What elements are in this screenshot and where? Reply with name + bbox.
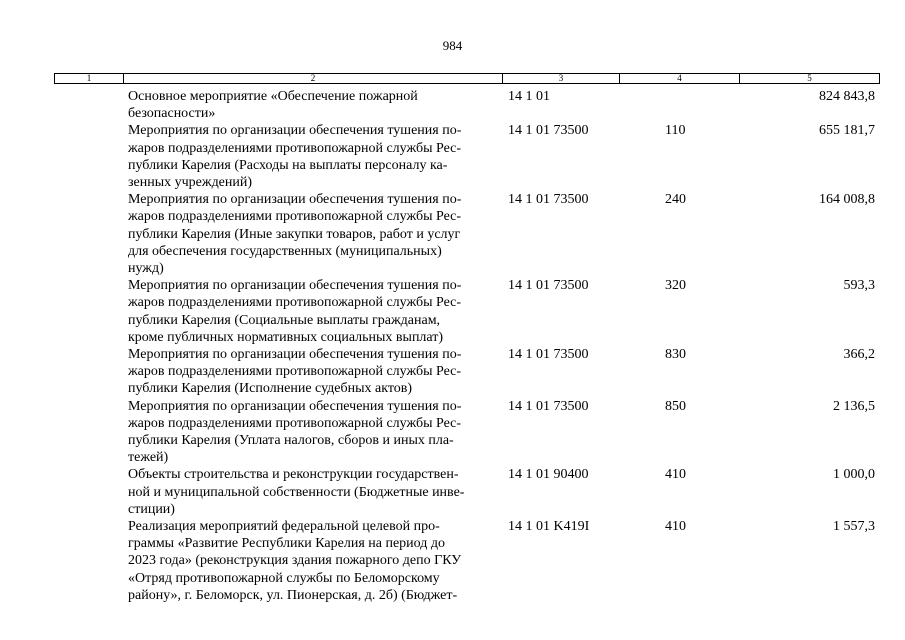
row-amount: 593,3	[843, 278, 875, 294]
row-code: 14 1 01 73500	[508, 192, 589, 208]
table-row	[0, 191, 905, 277]
description-line: зенных учреждений)	[128, 175, 253, 191]
header-col-3: 3	[503, 74, 620, 83]
description-line: безопасности»	[128, 106, 216, 122]
row-expense-type: 410	[665, 519, 686, 535]
row-amount: 1 557,3	[833, 519, 875, 535]
description-line: жаров подразделениями противопожарной службы Рес-	[128, 415, 462, 431]
table-row	[0, 398, 905, 467]
table-row	[0, 88, 905, 122]
row-description	[128, 398, 488, 467]
row-description	[128, 346, 488, 398]
row-amount: 2 136,5	[833, 398, 875, 414]
table-row	[0, 122, 905, 191]
description-line: публики Карелия (Иные закупки товаров, работ и услуг	[128, 226, 461, 242]
row-expense-type: 830	[665, 347, 686, 363]
description-line: публики Карелия (Социальные выплаты гражданам,	[128, 312, 441, 328]
row-amount: 164 008,8	[819, 192, 875, 208]
description-line: Реализация мероприятий федеральной целевой про-	[128, 519, 440, 535]
row-expense-type: 850	[665, 398, 686, 414]
description-line: жаров подразделениями противопожарной службы Рес-	[128, 364, 462, 380]
row-code: 14 1 01 73500	[508, 347, 589, 363]
row-code: 14 1 01	[508, 89, 550, 104]
row-description	[128, 191, 488, 277]
row-expense-type: 320	[665, 278, 686, 294]
row-code: 14 1 01 73500	[508, 123, 589, 139]
description-line: публики Карелия (Уплата налогов, сборов и иных пла-	[128, 433, 454, 449]
table-row	[0, 277, 905, 346]
description-line: Мероприятия по организации обеспечения тушения по-	[128, 278, 462, 294]
row-description	[128, 466, 488, 518]
row-description	[128, 277, 488, 346]
description-line: жаров подразделениями противопожарной службы Рес-	[128, 209, 462, 225]
description-line: жаров подразделениями противопожарной службы Рес-	[128, 140, 462, 156]
description-line: ной и муниципальной собственности (Бюджетные инве-	[128, 484, 465, 500]
description-line: стиции)	[128, 501, 175, 517]
row-amount: 655 181,7	[819, 123, 875, 139]
table-header	[54, 73, 880, 84]
row-description	[128, 518, 488, 604]
description-line: для обеспечения государственных (муниципальных)	[128, 243, 442, 259]
row-amount: 366,2	[843, 347, 875, 363]
header-col-1: 1	[55, 74, 124, 83]
description-line: 2023 года» (реконструкция здания пожарного депо ГКУ	[128, 553, 462, 569]
header-col-4: 4	[620, 74, 740, 83]
row-expense-type: 410	[665, 467, 686, 483]
description-line: жаров подразделениями противопожарной службы Рес-	[128, 295, 462, 311]
header-col-5: 5	[807, 73, 812, 83]
description-line: Мероприятия по организации обеспечения тушения по-	[128, 123, 462, 139]
description-line: Основное мероприятие «Обеспечение пожарной	[128, 89, 418, 104]
table-row	[0, 466, 905, 518]
row-code: 14 1 01 90400	[508, 467, 589, 483]
description-line: району», г. Беломорск, ул. Пионерская, д. 2б) (Бюджет-	[128, 587, 458, 603]
table-row	[0, 346, 905, 398]
description-line: кроме публичных нормативных социальных выплат)	[128, 329, 444, 345]
header-col-2: 2	[124, 74, 503, 83]
table-row	[0, 518, 905, 604]
description-line: Мероприятия по организации обеспечения тушения по-	[128, 347, 462, 363]
description-line: нужд)	[128, 261, 164, 277]
description-line: публики Карелия (Исполнение судебных актов)	[128, 381, 413, 397]
description-line: Мероприятия по организации обеспечения тушения по-	[128, 398, 462, 414]
row-code: 14 1 01 73500	[508, 398, 589, 414]
row-description	[128, 122, 488, 191]
row-expense-type: 240	[665, 192, 686, 208]
table-body	[0, 88, 905, 604]
description-line: Мероприятия по организации обеспечения тушения по-	[128, 192, 462, 208]
page-number: 984	[442, 38, 463, 53]
row-amount: 1 000,0	[833, 467, 875, 483]
description-line: «Отряд противопожарной службы по Беломорскому	[128, 570, 440, 586]
description-line: Объекты строительства и реконструкции государствен-	[128, 467, 459, 483]
description-line: тежей)	[128, 450, 169, 466]
row-code: 14 1 01 K419I	[508, 519, 590, 535]
row-description	[128, 88, 488, 122]
description-line: граммы «Развитие Республики Карелия на период до	[128, 536, 446, 552]
description-line: публики Карелия (Расходы на выплаты персоналу ка-	[128, 157, 448, 173]
row-code: 14 1 01 73500	[508, 278, 589, 294]
row-amount: 824 843,8	[819, 89, 875, 104]
row-expense-type: 110	[665, 123, 686, 139]
